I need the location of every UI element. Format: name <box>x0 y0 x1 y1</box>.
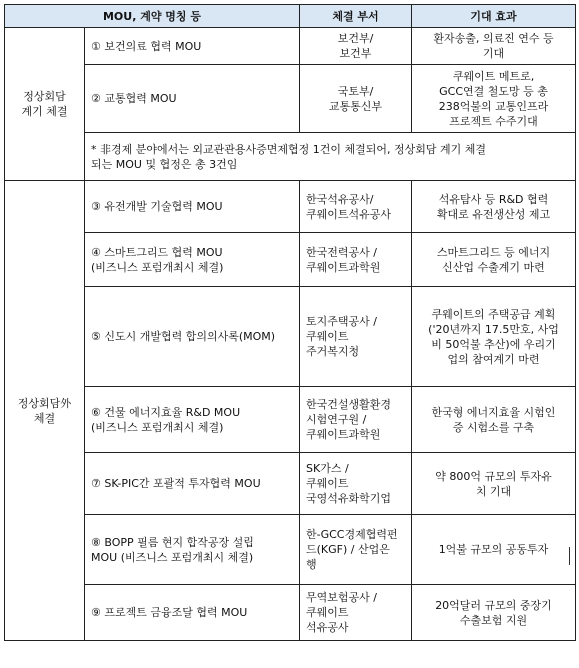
mou-name: ① 보건의료 협력 MOU <box>85 28 300 65</box>
expected-effect: 약 800억 규모의 투자유 치 기대 <box>412 453 576 515</box>
note-row <box>5 133 576 181</box>
table-row <box>5 585 576 641</box>
signing-dept: 한-GCC경제협력펀 드(KGF) / 산업은 행 <box>300 515 412 585</box>
table-row <box>5 387 576 453</box>
mou-name: ② 교통협력 MOU <box>85 65 300 133</box>
category-summit: 정상회담 계기 체결 <box>5 28 85 181</box>
expected-effect: 쿠웨이트 메트로, GCC연결 철도망 등 총 238억불의 교통인프라 프로젝트 수주기대 <box>412 65 576 133</box>
footnote: * 非경제 분야에서는 외교관관용사증면제협정 1건이 체결되어, 정상회담 계기 체결 되는 MOU 및 협정은 총 3건임 <box>85 133 576 181</box>
header-effect: 기대 효과 <box>412 5 576 28</box>
table-row <box>5 28 576 65</box>
mou-name: ④ 스마트그리드 협력 MOU (비즈니스 포럼개최시 체결) <box>85 233 300 287</box>
category-outside-summit: 정상회담外 체결 <box>5 181 85 641</box>
header-mou-name: MOU, 계약 명칭 등 <box>5 5 300 28</box>
table-row <box>5 181 576 233</box>
signing-dept: 무역보험공사 / 쿠웨이트 석유공사 <box>300 585 412 641</box>
signing-dept: 토지주택공사 / 쿠웨이트 주거복지청 <box>300 287 412 387</box>
text-cursor-mark <box>569 547 570 565</box>
expected-effect: 1억불 규모의 공동투자 <box>412 515 576 585</box>
expected-effect: 환자송출, 의료진 연수 등 기대 <box>412 28 576 65</box>
header-row <box>5 5 576 28</box>
mou-name: ③ 유전개발 기술협력 MOU <box>85 181 300 233</box>
mou-name: ⑧ BOPP 필름 현지 합작공장 설립 MOU (비즈니스 포럼개최시 체결) <box>85 515 300 585</box>
mou-name: ⑥ 건물 에너지효율 R&D MOU (비즈니스 포럼개최시 체결) <box>85 387 300 453</box>
expected-effect: 한국형 에너지효율 시험인 증 시험소를 구축 <box>412 387 576 453</box>
mou-name: ⑤ 신도시 개발협력 합의의사록(MOM) <box>85 287 300 387</box>
expected-effect: 20억달러 규모의 중장기 수출보험 지원 <box>412 585 576 641</box>
mou-name: ⑨ 프로젝트 금융조달 협력 MOU <box>85 585 300 641</box>
signing-dept: 한국석유공사/ 쿠웨이트석유공사 <box>300 181 412 233</box>
table-row <box>5 65 576 133</box>
expected-effect: 쿠웨이트의 주택공급 계획 ('20년까지 17.5만호, 사업 비 50억불 추산)에 우리기 업의 참여계기 마련 <box>412 287 576 387</box>
signing-dept: SK가스 / 쿠웨이트 국영석유화학기업 <box>300 453 412 515</box>
table-row <box>5 233 576 287</box>
signing-dept: 보건부/ 보건부 <box>300 28 412 65</box>
expected-effect: 석유탐사 등 R&D 협력 확대로 유전생산성 제고 <box>412 181 576 233</box>
table-row <box>5 515 576 585</box>
header-dept: 체결 부서 <box>300 5 412 28</box>
signing-dept: 한국전력공사 / 쿠웨이트과학원 <box>300 233 412 287</box>
table-row <box>5 453 576 515</box>
table-row <box>5 287 576 387</box>
mou-name: ⑦ SK-PIC간 포괄적 투자협력 MOU <box>85 453 300 515</box>
signing-dept: 국토부/ 교통통신부 <box>300 65 412 133</box>
signing-dept: 한국건설생활환경 시험연구원 / 쿠웨이트과학원 <box>300 387 412 453</box>
mou-table <box>4 4 576 641</box>
expected-effect: 스마트그리드 등 에너지 신산업 수출계기 마련 <box>412 233 576 287</box>
